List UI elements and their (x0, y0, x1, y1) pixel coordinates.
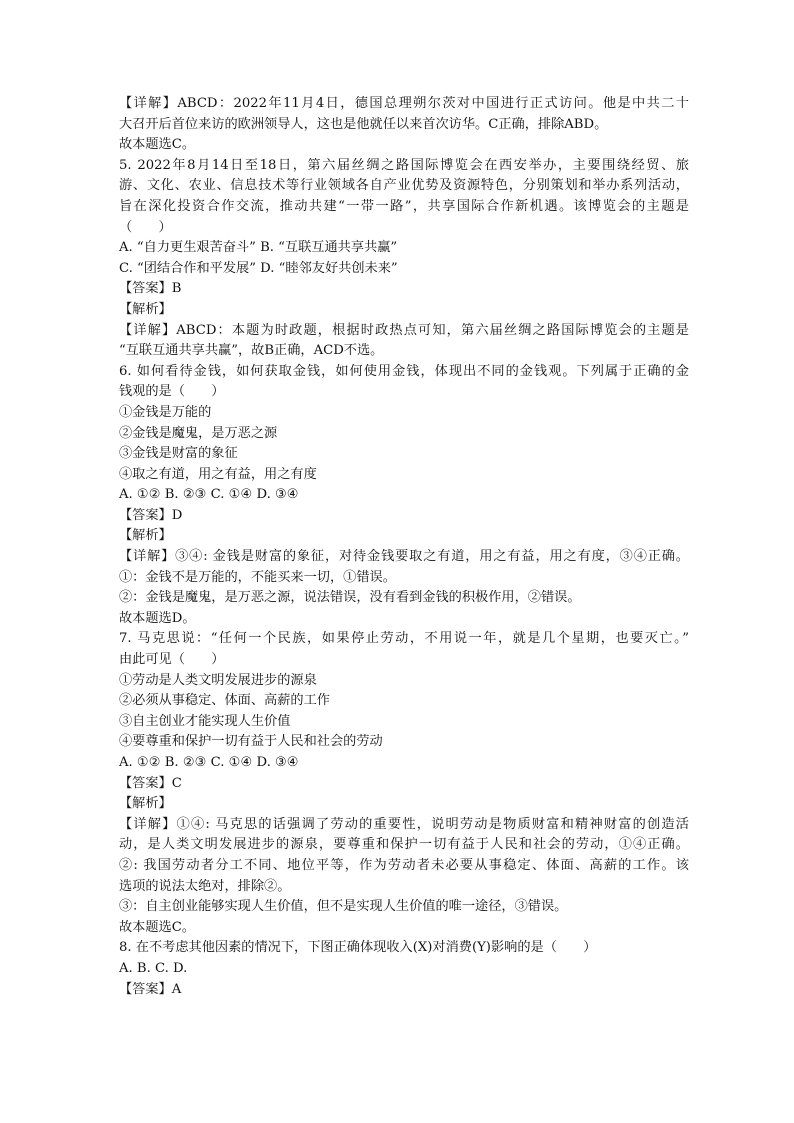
text-line: ④取之有道，用之有益，用之有度 (119, 466, 317, 482)
text-line: ③：自主创业能够实现人生价值，但不是实现人生价值的唯一途径，③错误。 (119, 899, 568, 915)
text-line: C. “团结合作和平发展” D. “睦邻友好共创未来” (119, 260, 398, 276)
text-line: 【详解】①④: 马克思的话强调了劳动的重要性，说明劳动是物质财富和精神财富的创造活 (119, 816, 689, 832)
text-line: ②: 我国劳动者分工不同、地位平等，作为劳动者未必要从事稳定、体面、高薪的工作。该 (119, 857, 689, 873)
text-line: 【答案】C (119, 775, 182, 791)
text-line: ①：金钱不是万能的，不能买来一切，①错误。 (119, 569, 396, 585)
text-line: 【详解】③④: 金钱是财富的象征，对待金钱要取之有道，用之有益，用之有度，③④正确。 (119, 549, 689, 565)
text-line: 8. 在不考虑其他因素的情况下，下图正确体现收入(X)对消费(Y)影响的是（ ） (119, 940, 597, 956)
text-line: 选项的说法太绝对，排除②。 (119, 878, 291, 894)
text-line: 【解析】 (119, 796, 172, 812)
text-line: 【解析】 (119, 301, 172, 317)
text-line: 【答案】B (119, 281, 182, 297)
text-line: ②：金钱是魔鬼，是万恶之源，说法错误，没有看到金钱的积极作用，②错误。 (119, 590, 581, 606)
text-line: 由此可见（ ） (119, 652, 225, 668)
text-line: ④要尊重和保护一切有益于人民和社会的劳动 (119, 734, 383, 750)
text-line: ②必须从事稳定、体面、高薪的工作 (119, 693, 330, 709)
text-line: 【答案】A (119, 981, 182, 997)
text-line: 钱观的是（ ） (119, 384, 225, 400)
document-body (119, 94, 689, 1000)
text-line: 故本题选C。 (119, 137, 196, 153)
text-line: 【详解】ABCD：本题为时政题，根据时政热点可知，第六届丝绸之路国际博览会的主题是 (119, 322, 689, 338)
text-line: ③自主创业才能实现人生价值 (119, 713, 291, 729)
text-line: 5. 2022年8月14日至18日，第六届丝绸之路国际博览会在西安举办，主要围绕经贸、旅 (119, 157, 689, 173)
text-line: ①劳动是人类文明发展进步的源泉 (119, 672, 317, 688)
text-line: “互联互通共享共赢”，故B正确，ACD不选。 (119, 343, 384, 359)
text-line: ①金钱是万能的 (119, 404, 212, 420)
text-line: ②金钱是魔鬼，是万恶之源 (119, 425, 278, 441)
text-line: 游、文化、农业、信息技术等行业领域各自产业优势及资源特色，分别策划和举办系列活动， (119, 178, 689, 194)
text-line: 故本题选D。 (119, 610, 196, 626)
text-line: 大召开后首位来访的欧洲领导人，这也是他就任以来首次访华。C正确，排除ABD。 (119, 116, 608, 132)
text-line: 【解析】 (119, 528, 172, 544)
text-line: （ ） (119, 219, 172, 235)
text-line: 旨在深化投资合作交流，推动共建“一带一路”，共享国际合作新机遇。该博览会的主题是 (119, 198, 689, 214)
text-line: A. “自力更生艰苦奋斗” B. “互联互通共享共赢” (119, 240, 398, 256)
text-line: ③金钱是财富的象征 (119, 446, 238, 462)
text-line: A. ①② B. ②③ C. ①④ D. ③④ (119, 755, 299, 770)
text-line: A. ①② B. ②③ C. ①④ D. ③④ (119, 487, 299, 503)
text-line: 6. 如何看待金钱，如何获取金钱，如何使用金钱，体现出不同的金钱观。下列属于正确的金 (119, 363, 689, 379)
text-line: 故本题选C。 (119, 919, 196, 935)
text-line: 【详解】ABCD：2022年11月4日，德国总理朔尔茨对中国进行正式访问。他是中共二十 (119, 96, 689, 111)
text-line: 【答案】D (119, 507, 183, 523)
text-line: 7. 马克思说：“任何一个民族，如果停止劳动，不用说一年，就是几个星期，也要灭亡。” (119, 631, 689, 647)
text-line: 动，是人类文明发展进步的源泉，要尊重和保护一切有益于人民和社会的劳动，①④正确。 (119, 837, 689, 853)
text-line: A. B. C. D. (119, 960, 188, 976)
